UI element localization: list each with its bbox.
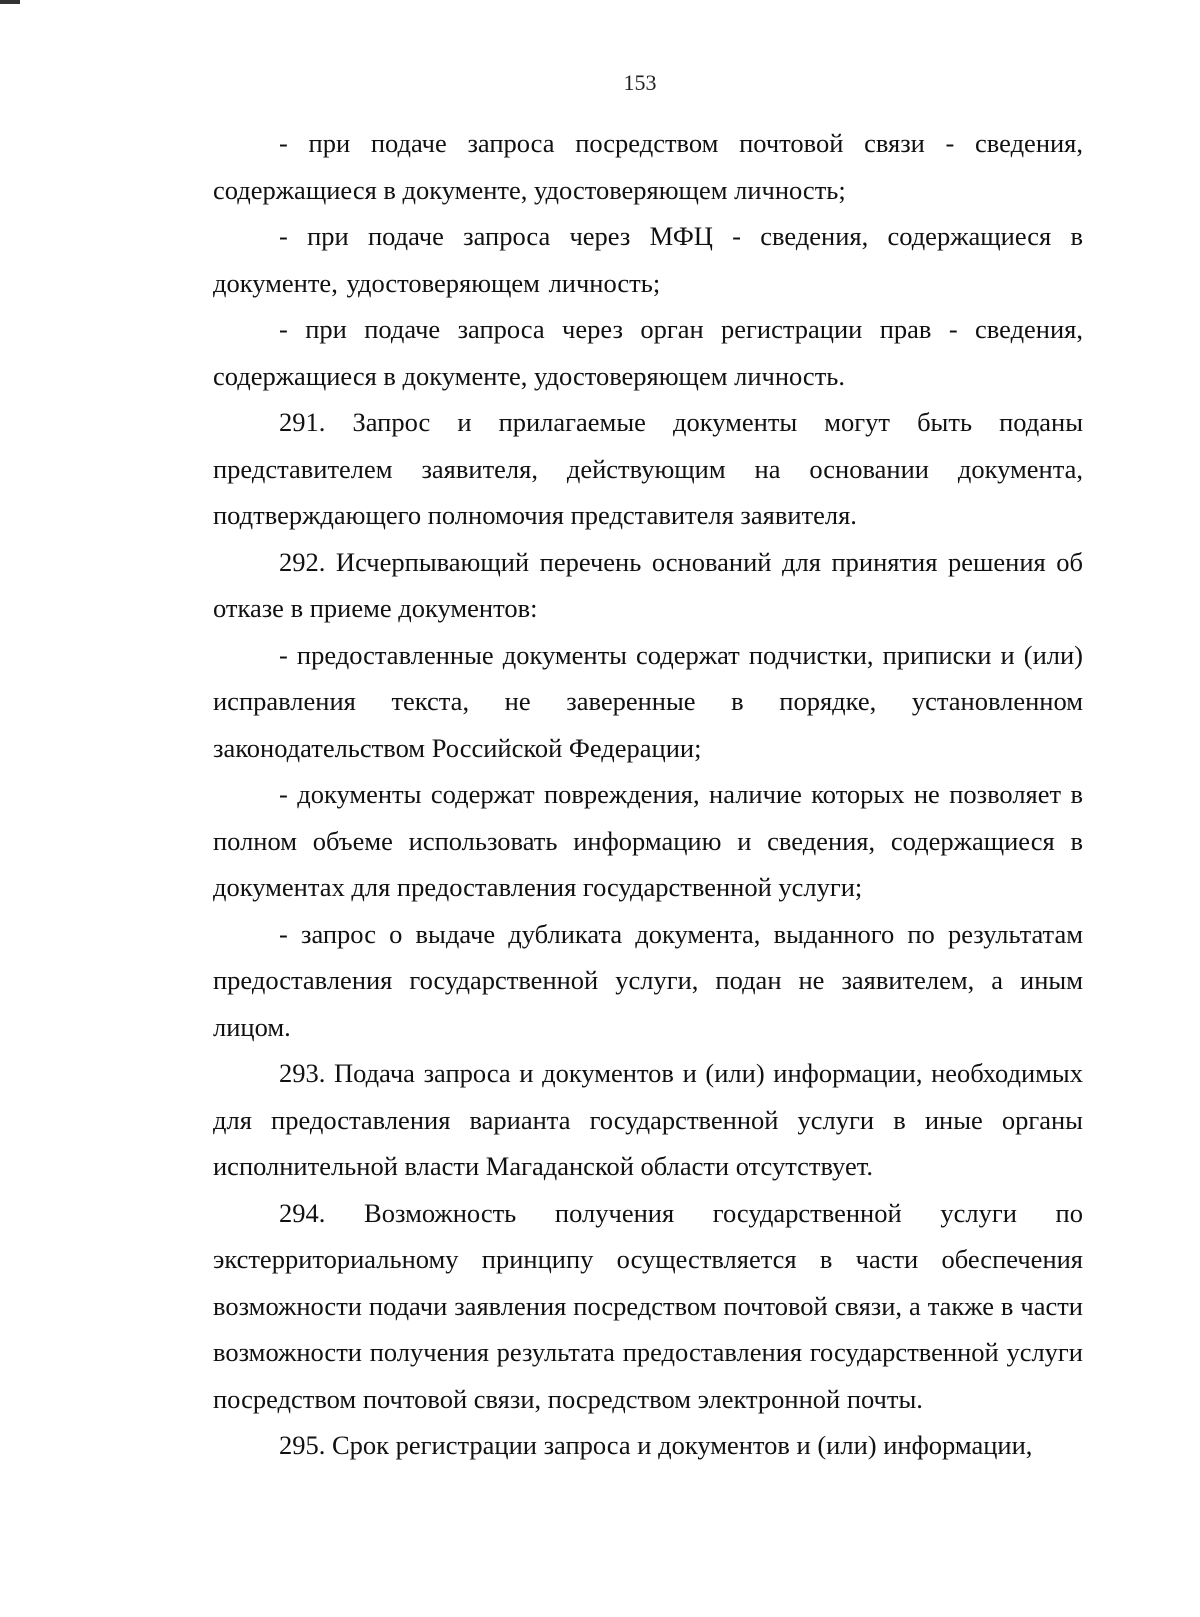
page-number: 153	[623, 70, 657, 95]
paragraph-mfc-request: - при подаче запроса через МФЦ - сведения, содержащиеся в документе, удостоверяющем личность;	[213, 221, 1083, 298]
paragraph-293: 293. Подача запроса и документов и (или) информации, необходимых для предоставления варианта государственной услуги в иные органы исполнительной власти Магаданской области отсутствует.	[213, 1058, 1083, 1181]
paragraph-292-item-duplicate: - запрос о выдаче дубликата документа, выданного по результатам предоставления государственной услуги, подан не заявителем, а иным лицом.	[213, 918, 1083, 1042]
scan-edge-mark	[0, 0, 20, 4]
paragraph-292: 292. Исчерпывающий перечень оснований для принятия решения об отказе в приеме документов:	[213, 546, 1083, 623]
paragraph-postal-request: - при подаче запроса посредством почтовой связи - сведения, содержащиеся в документе, удостоверяющем личность;	[213, 128, 1083, 205]
document-body	[213, 120, 1083, 1469]
paragraph-294: 294. Возможность получения государственной услуги по экстерриториальному принципу осуществляется в части обеспечения возможности подачи заявления посредством почтовой связи, а также в части возможности получения результата предоставления государственной услуги посредством почтовой связи, посредством электронной почты.	[213, 1197, 1083, 1414]
paragraph-292-item-corrections: - предоставленные документы содержат подчистки, приписки и (или) исправления текста, не заверенные в порядке, установленном законодательством Российской Федерации;	[213, 639, 1083, 763]
paragraph-registration-authority-request: - при подаче запроса через орган регистрации прав - сведения, содержащиеся в документе, удостоверяющем личность.	[213, 314, 1083, 391]
paragraph-292-item-damage: - документы содержат повреждения, наличие которых не позволяет в полном объеме использовать информацию и сведения, содержащиеся в документах для предоставления государственной услуги;	[213, 779, 1083, 902]
paragraph-291: 291. Запрос и прилагаемые документы могут быть поданы представителем заявителя, действующим на основании документа, подтверждающего полномочия представителя заявителя.	[213, 407, 1083, 530]
paragraph-295: 295. Срок регистрации запроса и документов и (или) информации,	[279, 1430, 1033, 1460]
